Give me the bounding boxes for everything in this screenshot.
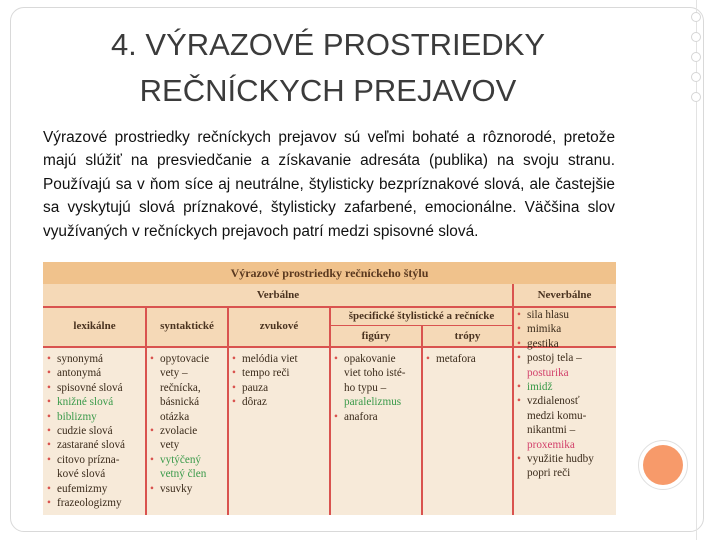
- list-item: • anafora: [334, 410, 422, 424]
- list-item: • melódia viet: [232, 352, 330, 366]
- list-item: • mimika: [517, 322, 616, 336]
- list-syntakticke: [150, 352, 228, 496]
- ring-decoration: [691, 92, 701, 102]
- table-title: Výrazové prostriedky rečníckeho štýlu: [43, 262, 616, 284]
- list-item: • frazeologizmy: [47, 496, 145, 510]
- header-neverbalne: Neverbálne: [513, 284, 616, 306]
- list-item: • opytovacie: [150, 352, 228, 366]
- list-item: • zvolacie: [150, 424, 228, 438]
- col-header-lexikalne: lexikálne: [43, 306, 146, 346]
- ring-decoration: [691, 32, 701, 42]
- list-item: • zastarané slová: [47, 438, 145, 452]
- title-line-2: REČNÍCKYCH PREJAVOV: [139, 73, 517, 108]
- list-item: • gestika: [517, 337, 616, 351]
- list-item: ho typu –: [344, 381, 387, 394]
- list-item: • sila hlasu: [517, 308, 616, 322]
- list-item: popri reči: [527, 467, 571, 480]
- list-item: nikantmi –: [527, 424, 576, 437]
- ring-decoration: [691, 72, 701, 82]
- col-header-tropy: trópy: [422, 326, 513, 346]
- list-item: • biblizmy: [47, 410, 145, 424]
- list-item: • citovo prízna-: [47, 453, 145, 467]
- list-item: • synonymá: [47, 352, 145, 366]
- list-item: vety –: [160, 367, 188, 380]
- list-item: • antonymá: [47, 366, 145, 380]
- list-tropy: [426, 352, 512, 366]
- list-item: • dôraz: [232, 395, 330, 409]
- list-item: otázka: [160, 410, 190, 423]
- list-item: medzi komu-: [527, 409, 587, 422]
- orange-circle-fill: [643, 445, 683, 485]
- list-item: paralelizmus: [344, 396, 402, 409]
- list-item: kové slová: [57, 468, 106, 481]
- list-figury: [334, 352, 422, 424]
- col-header-figury: figúry: [330, 326, 422, 346]
- list-item: • cudzie slová: [47, 424, 145, 438]
- list-lexikalne: [47, 352, 145, 510]
- list-item: • eufemizmy: [47, 482, 145, 496]
- list-item: posturika: [527, 366, 569, 379]
- list-item: vety: [160, 439, 180, 452]
- col-header-specificke: špecifické štylistické a rečnícke: [330, 306, 513, 326]
- header-verbalne: Verbálne: [43, 284, 513, 306]
- col-header-zvukove: zvukové: [228, 306, 330, 346]
- list-item: • postoj tela –: [517, 351, 616, 365]
- ring-decoration: [691, 12, 701, 22]
- title-line-1: 4. VÝRAZOVÉ PROSTRIEDKY: [110, 27, 546, 62]
- list-item: básnická: [160, 396, 200, 409]
- list-item: vetný člen: [160, 468, 207, 481]
- list-item: • vsuvky: [150, 482, 228, 496]
- list-item: • pauza: [232, 381, 330, 395]
- list-item: • opakovanie: [334, 352, 422, 366]
- list-zvukove: [232, 352, 330, 410]
- list-item: • spisovné slová: [47, 381, 145, 395]
- list-item: • tempo reči: [232, 366, 330, 380]
- list-item: • imidž: [517, 380, 616, 394]
- list-item: • vzdialenosť: [517, 394, 616, 408]
- slide-title: [48, 22, 608, 114]
- list-item: proxemika: [527, 438, 575, 451]
- list-neverbalne: [517, 308, 616, 481]
- column-divider: [329, 306, 331, 515]
- list-item: • metafora: [426, 352, 512, 366]
- table-image: [43, 262, 616, 515]
- list-item: • využitie hudby: [517, 452, 616, 466]
- list-item: • vytýčený: [150, 453, 228, 467]
- body-paragraph: Výrazové prostriedky rečníckych prejavov sú veľmi bohaté a rôznorodé, pretože majú slúžiť na presviedčanie a získavanie adresáta (publika) na svoju stranu. Používajú sa v ňom síce aj neutrálne, štylisticky bezpríznakové slová, ale častejšie sa vyskytujú slová príznakové, štylisticky zafarbené, emocionálne. Väčšina slov využívaných v rečníckych prejavoch patrí medzi spisovné slová.: [43, 129, 615, 240]
- col-header-syntakticke: syntaktické: [146, 306, 228, 346]
- list-item: • knižné slová: [47, 395, 145, 409]
- list-item: rečnícka,: [160, 381, 201, 394]
- column-divider: [145, 306, 147, 515]
- list-item: viet toho isté-: [344, 367, 406, 380]
- ring-decoration: [691, 52, 701, 62]
- column-divider: [512, 284, 514, 515]
